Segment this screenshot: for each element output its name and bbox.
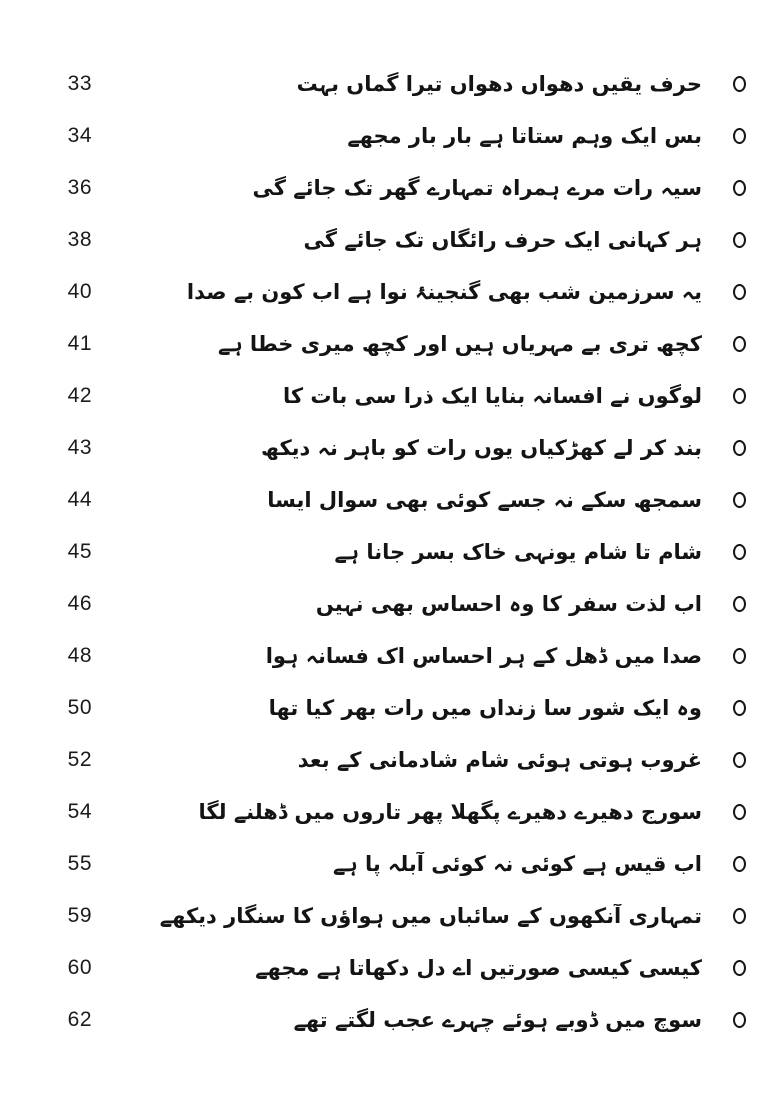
page-number: 45 — [67, 540, 92, 563]
circle-bullet-icon — [733, 440, 746, 456]
bullet-column — [714, 648, 746, 664]
entry-first-line-urdu: لوگوں نے افسانہ بنایا ایک ذرا سی بات کا — [282, 384, 702, 408]
page-number: 62 — [67, 1008, 92, 1031]
circle-bullet-icon — [733, 180, 746, 196]
entry-first-line-urdu: شام تا شام یونہی خاک بسر جانا ہے — [334, 540, 702, 564]
index-entry-row — [46, 370, 746, 422]
bullet-column — [714, 180, 746, 196]
index-entry-row — [46, 474, 746, 526]
index-entry-row — [46, 58, 746, 110]
entry-first-line-urdu: بند کر لے کھڑکیاں یوں رات کو باہر نہ دیکھ — [260, 436, 702, 460]
entry-first-line-urdu: اب لذت سفر کا وہ احساس بھی نہیں — [315, 592, 702, 616]
entry-first-line-urdu: صدا میں ڈھل کے ہر احساس اک فسانہ ہوا — [265, 644, 702, 668]
bullet-column — [714, 232, 746, 248]
circle-bullet-icon — [733, 284, 746, 300]
page-number: 36 — [67, 176, 92, 199]
index-entry-row — [46, 994, 746, 1046]
entry-first-line-urdu: وہ ایک شور سا زنداں میں رات بھر کیا تھا — [268, 696, 702, 720]
index-entry-row — [46, 162, 746, 214]
bullet-column — [714, 492, 746, 508]
bullet-column — [714, 596, 746, 612]
circle-bullet-icon — [733, 960, 746, 976]
index-entry-row — [46, 682, 746, 734]
entry-first-line-urdu: سورج دھیرے دھیرے پگھلا پھر تاروں میں ڈھلنے لگا — [198, 800, 702, 824]
entry-first-line-urdu: سمجھ سکے نہ جسے کوئی بھی سوال ایسا — [267, 488, 702, 512]
entry-first-line-urdu: حرف یقیں دھواں دھواں تیرا گماں بہت — [296, 72, 702, 96]
page-number: 55 — [67, 852, 92, 875]
circle-bullet-icon — [733, 908, 746, 924]
circle-bullet-icon — [733, 804, 746, 820]
bullet-column — [714, 76, 746, 92]
page-number: 44 — [67, 488, 92, 511]
circle-bullet-icon — [733, 492, 746, 508]
bullet-column — [714, 284, 746, 300]
index-entry-row — [46, 578, 746, 630]
index-entry-row — [46, 422, 746, 474]
bullet-column — [714, 440, 746, 456]
bullet-column — [714, 960, 746, 976]
entry-first-line-urdu: اب قیس ہے کوئی نہ کوئی آبلہ پا ہے — [333, 852, 702, 876]
circle-bullet-icon — [733, 388, 746, 404]
page-number: 33 — [67, 72, 92, 95]
page-number: 40 — [67, 280, 92, 303]
entry-first-line-urdu: تمہاری آنکھوں کے سائباں میں ہواؤں کا سنگار دیکھے — [159, 904, 702, 928]
index-entry-row — [46, 526, 746, 578]
page-number: 54 — [67, 800, 92, 823]
bullet-column — [714, 336, 746, 352]
page-number: 46 — [67, 592, 92, 615]
circle-bullet-icon — [733, 336, 746, 352]
bullet-column — [714, 544, 746, 560]
page-number: 42 — [67, 384, 92, 407]
index-entry-row — [46, 266, 746, 318]
entry-first-line-urdu: کیسی کیسی صورتیں اے دل دکھاتا ہے مجھے — [255, 956, 702, 980]
entry-first-line-urdu: سوچ میں ڈوبے ہوئے چہرے عجب لگتے تھے — [293, 1008, 702, 1032]
index-entry-row — [46, 214, 746, 266]
bullet-column — [714, 700, 746, 716]
page-number: 48 — [67, 644, 92, 667]
bullet-column — [714, 856, 746, 872]
circle-bullet-icon — [733, 128, 746, 144]
page-number: 41 — [67, 332, 92, 355]
index-entry-row — [46, 110, 746, 162]
entry-first-line-urdu: یہ سرزمین شب بھی گنجینۂ نوا ہے اب کون بے صدا — [186, 280, 702, 304]
bullet-column — [714, 388, 746, 404]
bullet-column — [714, 804, 746, 820]
bullet-column — [714, 752, 746, 768]
index-entry-row — [46, 838, 746, 890]
entry-first-line-urdu: ہر کہانی ایک حرف رائگاں تک جائے گی — [303, 228, 702, 252]
entry-first-line-urdu: غروب ہوتی ہوئی شام شادمانی کے بعد — [297, 748, 702, 772]
entry-first-line-urdu: بس ایک وہم ستاتا ہے بار بار مجھے — [347, 124, 702, 148]
index-entry-row — [46, 734, 746, 786]
page-number: 34 — [67, 124, 92, 147]
entry-first-line-urdu: کچھ تری بے مہریاں ہیں اور کچھ میری خطا ہے — [218, 332, 702, 356]
circle-bullet-icon — [733, 856, 746, 872]
circle-bullet-icon — [733, 544, 746, 560]
index-entry-row — [46, 942, 746, 994]
index-list — [46, 58, 746, 1046]
bullet-column — [714, 128, 746, 144]
circle-bullet-icon — [733, 648, 746, 664]
index-entry-row — [46, 630, 746, 682]
circle-bullet-icon — [733, 232, 746, 248]
circle-bullet-icon — [733, 76, 746, 92]
page-number: 52 — [67, 748, 92, 771]
index-entry-row — [46, 786, 746, 838]
index-entry-row — [46, 890, 746, 942]
bullet-column — [714, 908, 746, 924]
page-number: 50 — [67, 696, 92, 719]
bullet-column — [714, 1012, 746, 1028]
circle-bullet-icon — [733, 596, 746, 612]
entry-first-line-urdu: سیہ رات مرے ہمراہ تمہارے گھر تک جائے گی — [252, 176, 702, 200]
page-number: 60 — [67, 956, 92, 979]
circle-bullet-icon — [733, 700, 746, 716]
circle-bullet-icon — [733, 752, 746, 768]
index-entry-row — [46, 318, 746, 370]
page-number: 43 — [67, 436, 92, 459]
page-number: 38 — [67, 228, 92, 251]
page-number: 59 — [67, 904, 92, 927]
circle-bullet-icon — [733, 1012, 746, 1028]
